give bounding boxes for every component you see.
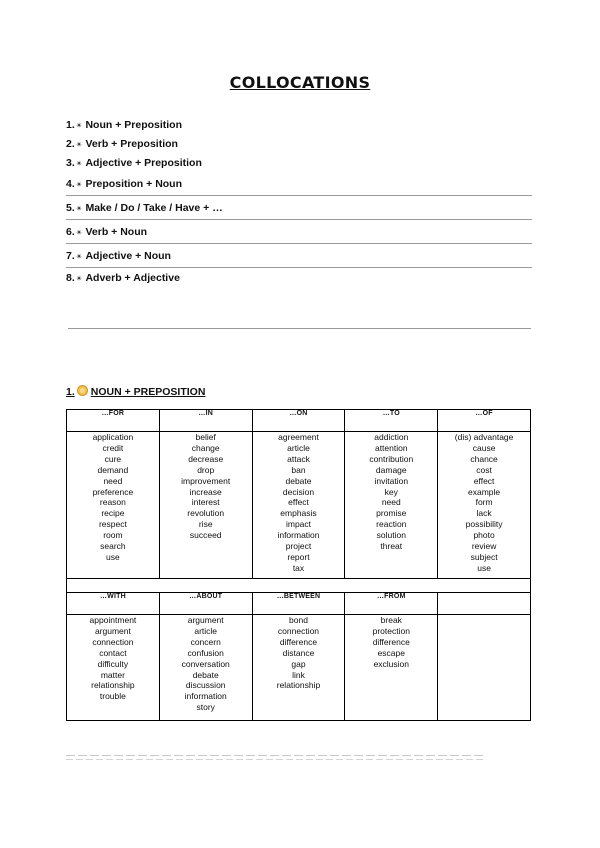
collocation-word: rise: [198, 519, 213, 530]
star-icon: ✴: [75, 180, 83, 189]
star-icon: ✴: [75, 204, 83, 213]
word-list: [159, 432, 252, 579]
word-row: [67, 615, 531, 721]
collocation-word: need: [381, 497, 401, 508]
collocation-word: agreement: [278, 432, 319, 442]
collocation-word: ban: [291, 464, 306, 475]
spacer-row: [67, 579, 531, 593]
collocation-word: difference: [279, 636, 318, 647]
collocation-word: decision: [282, 486, 315, 497]
collocation-word: attack: [287, 453, 310, 464]
spacer-cell: [67, 579, 531, 593]
collocation-word: discussion: [185, 680, 226, 691]
collocation-word: interest: [191, 497, 220, 508]
collocation-word: protection: [372, 625, 410, 636]
collocation-word: room: [103, 530, 123, 541]
column-header: [438, 593, 531, 615]
collocation-word: link: [292, 669, 305, 680]
collocation-word: use: [477, 562, 491, 573]
collocation-word: article: [287, 442, 310, 453]
column-header: …WITH: [67, 593, 160, 615]
toc-item: 8.✴ Adverb + Adjective: [66, 272, 180, 284]
collocation-word: decrease: [188, 453, 224, 464]
collocation-word: exclusion: [373, 658, 409, 669]
collocation-word: argument: [94, 625, 131, 636]
star-icon: ✴: [75, 159, 83, 168]
collocation-word: preference: [92, 486, 134, 497]
collocation-word: cure: [104, 453, 122, 464]
collocation-word: credit: [102, 442, 124, 453]
collocation-word: bond: [289, 615, 308, 625]
collocation-word: project: [285, 541, 312, 552]
collocation-word: conversation: [181, 658, 230, 669]
collocation-word: cause: [472, 442, 496, 453]
collocation-word: connection: [92, 636, 134, 647]
star-icon: ✴: [75, 228, 83, 237]
column-header: …OF: [438, 410, 531, 432]
collocation-word: threat: [380, 541, 403, 552]
collocation-table: [66, 409, 531, 721]
collocation-word: distance: [282, 647, 315, 658]
column-header: …TO: [345, 410, 438, 432]
collocation-word: debate: [192, 669, 219, 680]
collocation-word: information: [184, 691, 227, 702]
collocation-word: addiction: [374, 432, 409, 442]
collocation-word: tax: [292, 562, 305, 573]
collocation-word: confusion: [187, 647, 224, 658]
collocation-word: argument: [187, 615, 224, 625]
collocation-word: revolution: [187, 508, 225, 519]
collocation-word: recipe: [101, 508, 125, 519]
collocation-word: emphasis: [280, 508, 317, 519]
collocation-word: key: [384, 486, 398, 497]
collocation-word: form: [475, 497, 493, 508]
page-title: COLLOCATIONS: [229, 73, 371, 92]
column-header: …IN: [159, 410, 252, 432]
collocation-word: improvement: [181, 475, 231, 486]
collocation-word: difference: [372, 636, 410, 647]
word-list: [345, 432, 438, 579]
divider: [68, 328, 531, 329]
collocation-word: respect: [98, 519, 127, 530]
collocation-word: article: [194, 625, 218, 636]
collocation-word: use: [106, 551, 120, 562]
word-list: [252, 432, 345, 579]
collocation-word: subject: [470, 551, 498, 562]
collocation-word: belief: [195, 432, 216, 442]
footer-dashed-line: [66, 755, 486, 761]
collocation-word: need: [103, 475, 123, 486]
collocation-word: example: [468, 486, 501, 497]
collocation-word: review: [471, 541, 497, 552]
collocation-word: promise: [376, 508, 407, 519]
collocation-word: search: [100, 541, 126, 552]
collocation-word: trouble: [99, 691, 126, 702]
collocation-word: lack: [476, 508, 492, 519]
collocation-word: story: [196, 702, 215, 713]
collocation-word: impact: [285, 519, 312, 530]
collocation-word: damage: [375, 464, 407, 475]
collocation-word: change: [191, 442, 220, 453]
word-list: [67, 615, 160, 721]
word-list: [438, 615, 531, 721]
column-header: …FROM: [345, 593, 438, 615]
toc-item: 3.✴ Adjective + Preposition: [66, 157, 202, 169]
collocation-word: difficulty: [97, 658, 129, 669]
collocation-word: succeed: [189, 530, 222, 541]
toc-item: 2.✴ Verb + Preposition: [66, 138, 178, 150]
collocation-word: drop: [197, 464, 215, 475]
column-header: …ABOUT: [159, 593, 252, 615]
star-icon: ✴: [75, 252, 83, 261]
word-list: [67, 432, 160, 579]
toc-item: 6.✴ Verb + Noun: [66, 221, 532, 244]
star-icon: ✴: [75, 140, 83, 149]
collocation-word: contribution: [369, 453, 414, 464]
column-header: …BETWEEN: [252, 593, 345, 615]
word-list: [159, 615, 252, 721]
emoji-face-icon: [77, 385, 88, 396]
collocation-word: information: [277, 530, 320, 541]
collocation-word: effect: [473, 475, 495, 486]
collocation-word: reaction: [376, 519, 407, 530]
collocation-word: relationship: [276, 680, 321, 691]
word-list: [345, 615, 438, 721]
collocation-word: cost: [476, 464, 492, 475]
collocation-word: debate: [285, 475, 312, 486]
star-icon: ✴: [75, 121, 83, 130]
collocation-word: (dis) advantage: [454, 432, 514, 442]
word-row: [67, 432, 531, 579]
collocation-word: break: [380, 615, 402, 625]
collocation-word: demand: [97, 464, 129, 475]
toc-item: 4.✴ Preposition + Noun: [66, 173, 532, 196]
column-header: …ON: [252, 410, 345, 432]
header-row: [67, 593, 531, 615]
collocation-word: chance: [470, 453, 498, 464]
collocation-word: escape: [377, 647, 405, 658]
collocation-word: matter: [100, 669, 125, 680]
collocation-word: effect: [288, 497, 309, 508]
collocation-word: invitation: [374, 475, 409, 486]
toc-item: 1.✴ Noun + Preposition: [66, 119, 183, 131]
collocation-word: solution: [376, 530, 406, 541]
collocation-word: appointment: [89, 615, 137, 625]
collocation-word: application: [92, 432, 134, 442]
word-list: [252, 615, 345, 721]
collocation-word: reason: [99, 497, 126, 508]
collocation-word: gap: [291, 658, 306, 669]
collocation-word: contact: [99, 647, 127, 658]
section-title: 1. NOUN + PREPOSITION: [66, 386, 206, 398]
toc-item: 7.✴ Adjective + Noun: [66, 245, 532, 268]
header-row: [67, 410, 531, 432]
collocation-word: connection: [277, 625, 320, 636]
collocation-word: photo: [473, 530, 495, 541]
collocation-word: relationship: [91, 680, 135, 691]
star-icon: ✴: [75, 274, 83, 283]
collocation-word: report: [287, 551, 310, 562]
collocation-word: increase: [189, 486, 222, 497]
collocation-word: attention: [374, 442, 408, 453]
toc-item: 5.✴ Make / Do / Take / Have + …: [66, 197, 532, 220]
column-header: …FOR: [67, 410, 160, 432]
collocation-word: concern: [190, 636, 221, 647]
table-of-contents: [66, 116, 532, 288]
word-list: [438, 432, 531, 579]
collocation-word: possibility: [465, 519, 503, 530]
